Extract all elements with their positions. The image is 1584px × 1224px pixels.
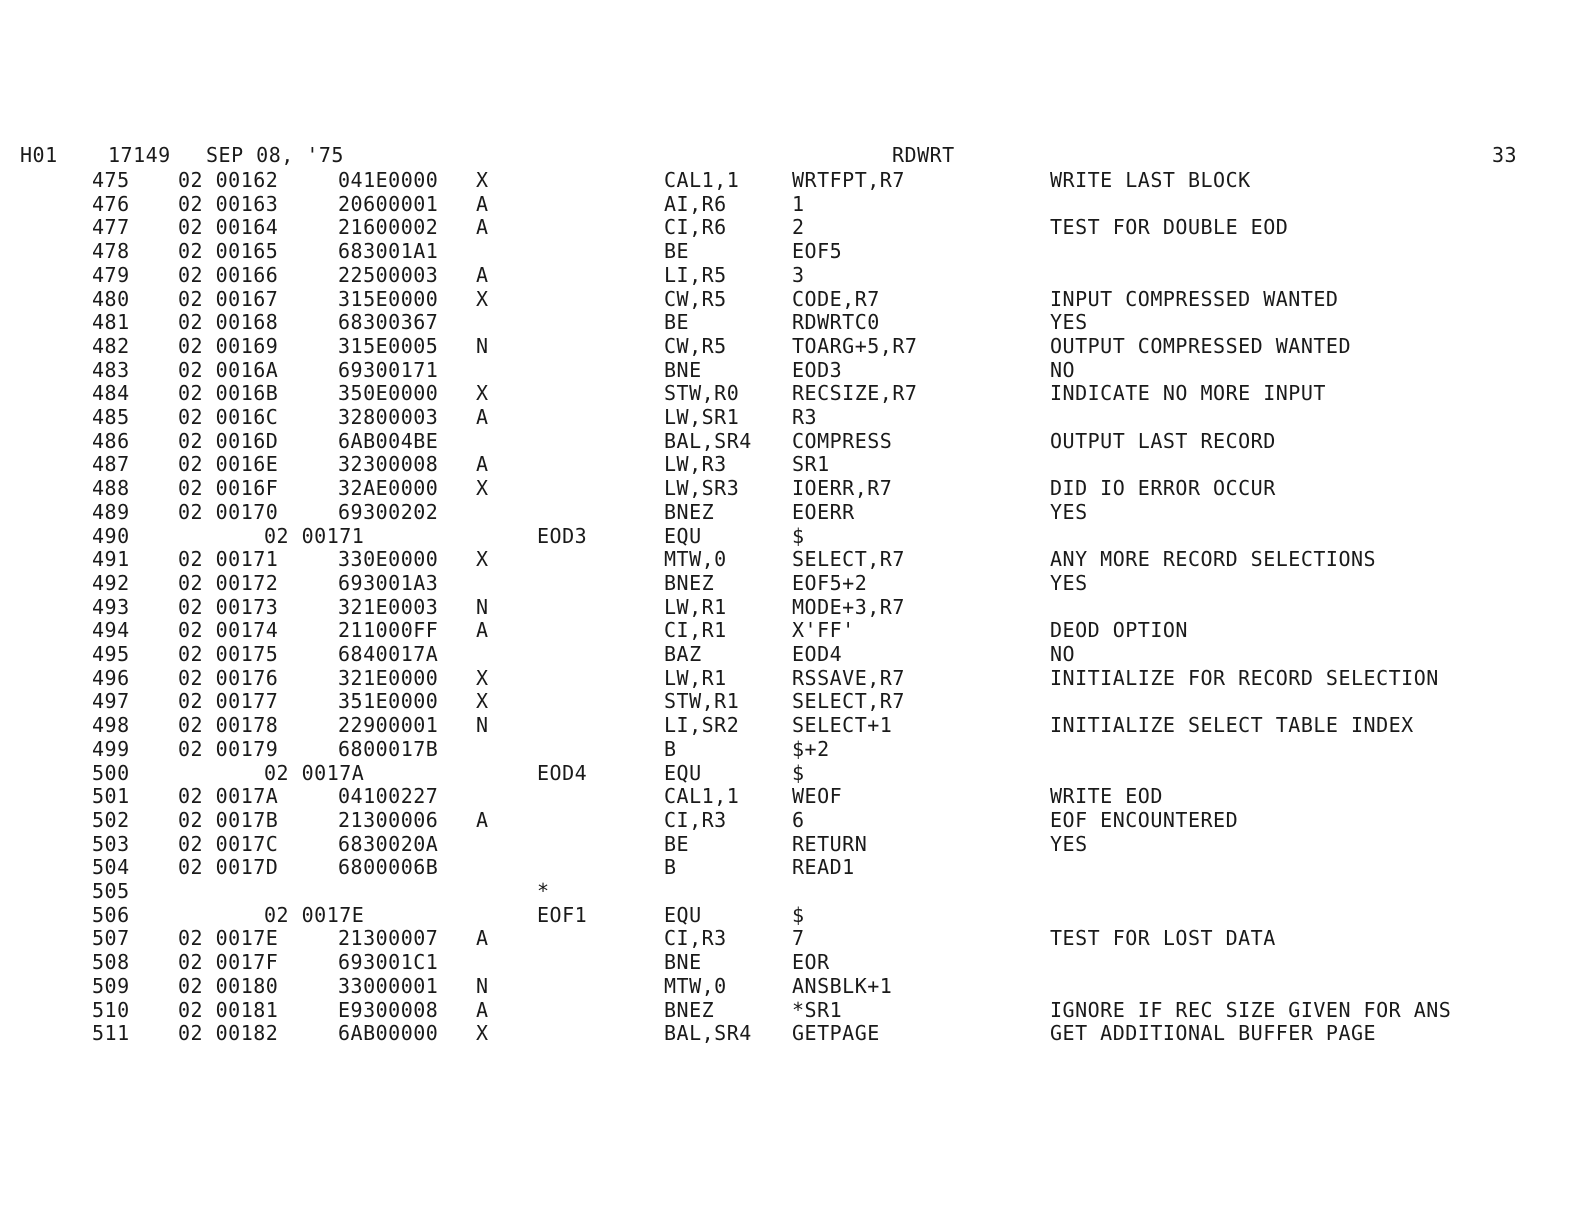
location-counter: 02 0017F	[178, 950, 279, 975]
operand: EOD3	[792, 357, 843, 382]
opcode: STW,R1	[664, 689, 740, 714]
listing-row	[0, 452, 1584, 476]
location-counter: 02 0017C	[178, 831, 279, 856]
listing-row	[0, 547, 1584, 571]
operand: $	[792, 523, 805, 548]
opcode: EQU	[664, 902, 702, 927]
opcode: BE	[664, 310, 690, 335]
line-number: 506	[92, 902, 130, 927]
operand: EOD4	[792, 642, 843, 666]
comment: YES	[1050, 570, 1088, 595]
operand: X'FF'	[792, 618, 855, 643]
line-number: 495	[92, 642, 130, 666]
opcode: B	[664, 736, 677, 761]
operand: SELECT,R7	[792, 689, 905, 714]
location-counter: 02 00165	[178, 239, 279, 264]
comment: INITIALIZE FOR RECORD SELECTION	[1050, 665, 1439, 690]
listing-row	[0, 168, 1584, 192]
object-code: 33000001	[338, 973, 439, 998]
relocation-flag: A	[476, 997, 489, 1022]
location-counter: 02 0016E	[178, 452, 279, 477]
operand: GETPAGE	[792, 1021, 880, 1046]
line-number: 489	[92, 499, 130, 524]
object-code: 32AE0000	[338, 476, 439, 501]
relocation-flag: X	[476, 381, 489, 406]
listing-row	[0, 618, 1584, 642]
operand: ANSBLK+1	[792, 973, 893, 998]
location-counter: 02 00174	[178, 618, 279, 643]
object-code: 211000FF	[338, 618, 439, 643]
location-counter: 02 00176	[178, 665, 279, 690]
relocation-flag: A	[476, 191, 489, 216]
relocation-flag: X	[476, 689, 489, 714]
listing-row	[0, 832, 1584, 856]
relocation-flag: X	[476, 665, 489, 690]
opcode: B	[664, 855, 677, 880]
relocation-flag: N	[476, 713, 489, 738]
line-number: 478	[92, 239, 130, 264]
label: EOF1	[537, 902, 588, 927]
listing-row	[0, 998, 1584, 1022]
location-counter: 02 0016F	[178, 476, 279, 501]
line-number: 507	[92, 926, 130, 951]
listing-row	[0, 405, 1584, 429]
opcode: MTW,0	[664, 973, 727, 998]
object-code: 22900001	[338, 713, 439, 738]
operand: SELECT,R7	[792, 547, 905, 572]
label: EOD4	[537, 760, 588, 785]
listing-row	[0, 761, 1584, 785]
header-program-name: RDWRT	[892, 143, 955, 167]
location-counter: 02 00166	[178, 262, 279, 287]
operand: $+2	[792, 736, 830, 761]
operand: IOERR,R7	[792, 476, 893, 501]
line-number: 483	[92, 357, 130, 382]
operand: 6	[792, 807, 805, 832]
opcode: CAL1,1	[664, 784, 740, 809]
line-number: 481	[92, 310, 130, 335]
comment: WRITE LAST BLOCK	[1050, 168, 1251, 192]
listing-row	[0, 263, 1584, 287]
listing-row	[0, 310, 1584, 334]
location-counter: 02 0016B	[178, 381, 279, 406]
listing-row	[0, 571, 1584, 595]
equ-value: 02 00171	[264, 523, 365, 548]
opcode: CW,R5	[664, 286, 727, 311]
location-counter: 02 00182	[178, 1021, 279, 1046]
object-code: 350E0000	[338, 381, 439, 406]
location-counter: 02 00170	[178, 499, 279, 524]
line-number: 490	[92, 523, 130, 548]
operand: EOF5+2	[792, 570, 868, 595]
line-number: 484	[92, 381, 130, 406]
object-code: 69300202	[338, 499, 439, 524]
location-counter: 02 00169	[178, 333, 279, 358]
object-code: 6830020A	[338, 831, 439, 856]
operand: COMPRESS	[792, 428, 893, 453]
line-number: 499	[92, 736, 130, 761]
comment: OUTPUT COMPRESSED WANTED	[1050, 333, 1351, 358]
line-number: 505	[92, 879, 130, 903]
comment: EOF ENCOUNTERED	[1050, 807, 1239, 832]
relocation-flag: A	[476, 452, 489, 477]
location-counter: 02 00163	[178, 191, 279, 216]
listing-row	[0, 689, 1584, 713]
operand: R3	[792, 405, 818, 429]
opcode: CI,R1	[664, 618, 727, 643]
listing-row	[0, 950, 1584, 974]
line-number: 492	[92, 570, 130, 595]
listing-row	[0, 595, 1584, 619]
relocation-flag: X	[476, 168, 489, 192]
listing-row	[0, 642, 1584, 666]
comment: DID IO ERROR OCCUR	[1050, 476, 1276, 501]
line-number: 496	[92, 665, 130, 690]
listing-row	[0, 713, 1584, 737]
opcode: LI,SR2	[664, 713, 740, 738]
operand: READ1	[792, 855, 855, 880]
relocation-flag: X	[476, 547, 489, 572]
relocation-flag: A	[476, 926, 489, 951]
comment: INPUT COMPRESSED WANTED	[1050, 286, 1339, 311]
object-code: 041E0000	[338, 168, 439, 192]
relocation-flag: A	[476, 405, 489, 429]
operand: 1	[792, 191, 805, 216]
comment: YES	[1050, 310, 1088, 335]
location-counter: 02 00180	[178, 973, 279, 998]
comment: OUTPUT LAST RECORD	[1050, 428, 1276, 453]
object-code: 04100227	[338, 784, 439, 809]
relocation-flag: A	[476, 215, 489, 240]
listing-row	[0, 1021, 1584, 1045]
relocation-flag: A	[476, 262, 489, 287]
listing-row	[0, 784, 1584, 808]
comment: TEST FOR DOUBLE EOD	[1050, 215, 1289, 240]
equ-value: 02 0017A	[264, 760, 365, 785]
location-counter: 02 00171	[178, 547, 279, 572]
line-number: 494	[92, 618, 130, 643]
operand: RETURN	[792, 831, 868, 856]
object-code: 683001A1	[338, 239, 439, 264]
header-job-number: 17149	[108, 143, 171, 167]
opcode: LW,R1	[664, 594, 727, 619]
line-number: 479	[92, 262, 130, 287]
location-counter: 02 0017D	[178, 855, 279, 880]
relocation-flag: N	[476, 973, 489, 998]
opcode: CW,R5	[664, 333, 727, 358]
line-number: 485	[92, 405, 130, 429]
opcode: STW,R0	[664, 381, 740, 406]
object-code: 21300007	[338, 926, 439, 951]
opcode: LW,SR3	[664, 476, 740, 501]
location-counter: 02 00172	[178, 570, 279, 595]
line-number: 503	[92, 831, 130, 856]
comment: IGNORE IF REC SIZE GIVEN FOR ANS	[1050, 997, 1452, 1022]
opcode: CI,R3	[664, 807, 727, 832]
object-code: 693001A3	[338, 570, 439, 595]
line-number: 491	[92, 547, 130, 572]
operand: RDWRTC0	[792, 310, 880, 335]
location-counter: 02 00168	[178, 310, 279, 335]
location-counter: 02 00175	[178, 642, 279, 666]
opcode: EQU	[664, 760, 702, 785]
line-number: 509	[92, 973, 130, 998]
location-counter: 02 0017A	[178, 784, 279, 809]
listing-row	[0, 358, 1584, 382]
listing-row	[0, 808, 1584, 832]
line-number: 500	[92, 760, 130, 785]
equ-value: 02 0017E	[264, 902, 365, 927]
object-code: 315E0005	[338, 333, 439, 358]
location-counter: 02 00167	[178, 286, 279, 311]
object-code: 68300367	[338, 310, 439, 335]
location-counter: 02 0017E	[178, 926, 279, 951]
header-page-number: 33	[1492, 143, 1518, 167]
operand: EOF5	[792, 239, 843, 264]
location-counter: 02 00173	[178, 594, 279, 619]
comment: WRITE EOD	[1050, 784, 1163, 809]
opcode: BNEZ	[664, 499, 715, 524]
location-counter: 02 00177	[178, 689, 279, 714]
listing-row	[0, 903, 1584, 927]
location-counter: 02 0016A	[178, 357, 279, 382]
label: EOD3	[537, 523, 588, 548]
opcode: BNE	[664, 357, 702, 382]
operand: *SR1	[792, 997, 843, 1022]
location-counter: 02 0016C	[178, 405, 279, 429]
comment: NO	[1050, 357, 1076, 382]
listing-row	[0, 855, 1584, 879]
listing-row	[0, 476, 1584, 500]
object-code: 6AB00000	[338, 1021, 439, 1046]
object-code: 315E0000	[338, 286, 439, 311]
line-number: 501	[92, 784, 130, 809]
comment: DEOD OPTION	[1050, 618, 1188, 643]
opcode: LW,SR1	[664, 405, 740, 429]
comment: NO	[1050, 642, 1076, 666]
object-code: 6840017A	[338, 642, 439, 666]
line-number: 477	[92, 215, 130, 240]
object-code: 22500003	[338, 262, 439, 287]
listing-row	[0, 974, 1584, 998]
line-number: 475	[92, 168, 130, 192]
location-counter: 02 00179	[178, 736, 279, 761]
line-number: 476	[92, 191, 130, 216]
operand: 7	[792, 926, 805, 951]
listing-row	[0, 500, 1584, 524]
location-counter: 02 0017B	[178, 807, 279, 832]
object-code: 32300008	[338, 452, 439, 477]
listing-row	[0, 192, 1584, 216]
listing-row	[0, 429, 1584, 453]
operand: MODE+3,R7	[792, 594, 905, 619]
line-number: 487	[92, 452, 130, 477]
opcode: BAZ	[664, 642, 702, 666]
line-number: 497	[92, 689, 130, 714]
operand: TOARG+5,R7	[792, 333, 918, 358]
listing-row	[0, 215, 1584, 239]
listing-row	[0, 334, 1584, 358]
object-code: 69300171	[338, 357, 439, 382]
object-code: 321E0003	[338, 594, 439, 619]
object-code: 21600002	[338, 215, 439, 240]
relocation-flag: N	[476, 333, 489, 358]
line-number: 482	[92, 333, 130, 358]
location-counter: 02 0016D	[178, 428, 279, 453]
comment: TEST FOR LOST DATA	[1050, 926, 1276, 951]
object-code: 6800006B	[338, 855, 439, 880]
object-code: 351E0000	[338, 689, 439, 714]
opcode: BAL,SR4	[664, 428, 752, 453]
operand: CODE,R7	[792, 286, 880, 311]
line-number: 510	[92, 997, 130, 1022]
line-number: 480	[92, 286, 130, 311]
object-code: 20600001	[338, 191, 439, 216]
opcode: BE	[664, 831, 690, 856]
listing-row	[0, 524, 1584, 548]
header-date: SEP 08, '75	[206, 143, 344, 167]
page-header	[0, 143, 1584, 167]
opcode: BNEZ	[664, 570, 715, 595]
opcode: EQU	[664, 523, 702, 548]
comment: INDICATE NO MORE INPUT	[1050, 381, 1326, 406]
operand: EOR	[792, 950, 830, 975]
opcode: CI,R6	[664, 215, 727, 240]
relocation-flag: X	[476, 476, 489, 501]
operand: SR1	[792, 452, 830, 477]
relocation-flag: N	[476, 594, 489, 619]
listing-row	[0, 666, 1584, 690]
object-code: 321E0000	[338, 665, 439, 690]
line-number: 508	[92, 950, 130, 975]
line-number: 498	[92, 713, 130, 738]
opcode: CI,R3	[664, 926, 727, 951]
opcode: CAL1,1	[664, 168, 740, 192]
location-counter: 02 00162	[178, 168, 279, 192]
listing-row	[0, 926, 1584, 950]
comment: ANY MORE RECORD SELECTIONS	[1050, 547, 1377, 572]
operand: SELECT+1	[792, 713, 893, 738]
object-code: 21300006	[338, 807, 439, 832]
object-code: E9300008	[338, 997, 439, 1022]
listing-row	[0, 287, 1584, 311]
operand: 2	[792, 215, 805, 240]
opcode: BNEZ	[664, 997, 715, 1022]
opcode: BAL,SR4	[664, 1021, 752, 1046]
header-id: H01	[20, 143, 58, 167]
relocation-flag: A	[476, 618, 489, 643]
listing-row	[0, 879, 1584, 903]
line-number: 486	[92, 428, 130, 453]
object-code: 6800017B	[338, 736, 439, 761]
operand: $	[792, 760, 805, 785]
operand: RSSAVE,R7	[792, 665, 905, 690]
line-number: 511	[92, 1021, 130, 1046]
listing-row	[0, 239, 1584, 263]
opcode: BNE	[664, 950, 702, 975]
object-code: 693001C1	[338, 950, 439, 975]
label: *	[537, 879, 550, 903]
operand: RECSIZE,R7	[792, 381, 918, 406]
operand: $	[792, 902, 805, 927]
opcode: LW,R1	[664, 665, 727, 690]
line-number: 493	[92, 594, 130, 619]
listing-row	[0, 381, 1584, 405]
comment: GET ADDITIONAL BUFFER PAGE	[1050, 1021, 1377, 1046]
line-number: 504	[92, 855, 130, 880]
opcode: LW,R3	[664, 452, 727, 477]
object-code: 330E0000	[338, 547, 439, 572]
operand: 3	[792, 262, 805, 287]
comment: YES	[1050, 499, 1088, 524]
listing-row	[0, 737, 1584, 761]
opcode: BE	[664, 239, 690, 264]
operand: EOERR	[792, 499, 855, 524]
opcode: LI,R5	[664, 262, 727, 287]
operand: WEOF	[792, 784, 843, 809]
relocation-flag: X	[476, 1021, 489, 1046]
relocation-flag: A	[476, 807, 489, 832]
location-counter: 02 00164	[178, 215, 279, 240]
comment: YES	[1050, 831, 1088, 856]
object-code: 32800003	[338, 405, 439, 429]
opcode: AI,R6	[664, 191, 727, 216]
line-number: 488	[92, 476, 130, 501]
operand: WRTFPT,R7	[792, 168, 905, 192]
object-code: 6AB004BE	[338, 428, 439, 453]
line-number: 502	[92, 807, 130, 832]
relocation-flag: X	[476, 286, 489, 311]
location-counter: 02 00178	[178, 713, 279, 738]
opcode: MTW,0	[664, 547, 727, 572]
comment: INITIALIZE SELECT TABLE INDEX	[1050, 713, 1414, 738]
location-counter: 02 00181	[178, 997, 279, 1022]
